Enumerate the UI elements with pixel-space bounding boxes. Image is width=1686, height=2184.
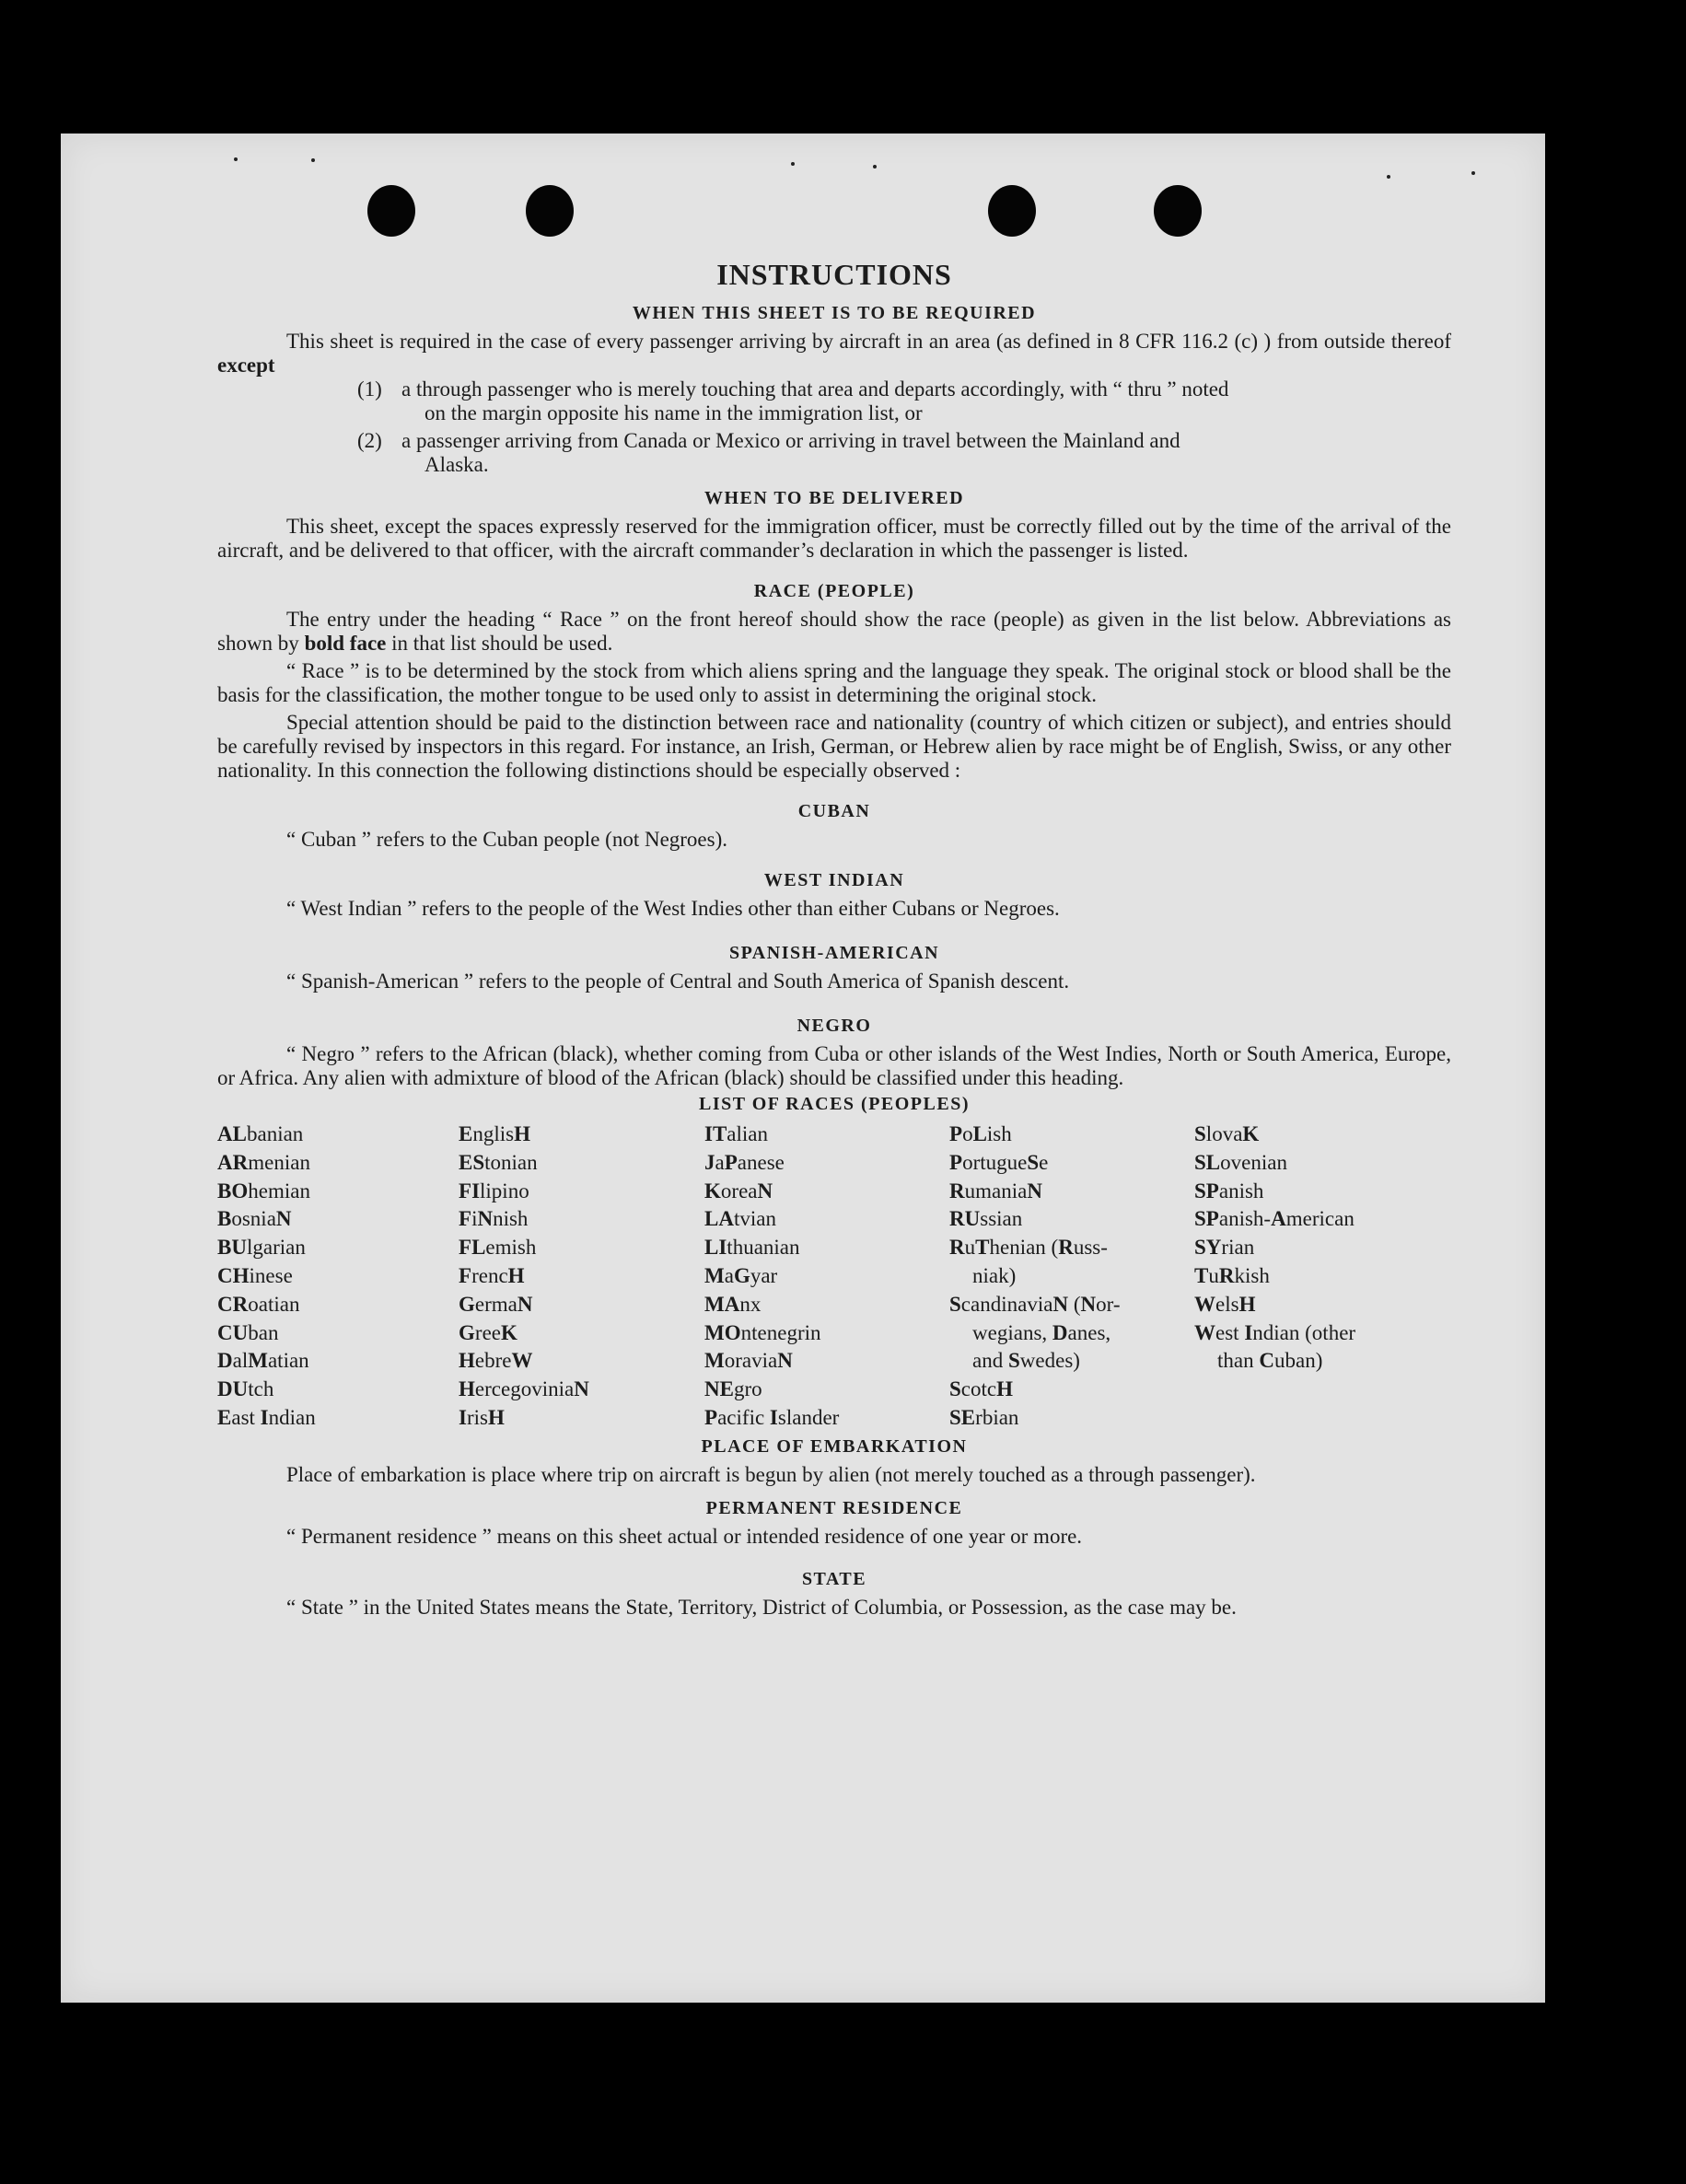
race-item: EStonian — [459, 1150, 538, 1174]
race-item: East Indian — [217, 1405, 316, 1429]
race-item: KoreaN — [704, 1179, 773, 1202]
race-item: FrencH — [459, 1263, 525, 1287]
heading-when-delivered: WHEN TO BE DELIVERED — [703, 488, 965, 508]
required-intro: This sheet is required in the case of every passenger arriving by aircraft in an area (as defined in 8 CFR 116.2 (c) ) from outside thereof except — [217, 330, 1451, 377]
speck — [791, 162, 795, 166]
heading-cuban: CUBAN — [797, 801, 871, 821]
race-item: TuRkish — [1194, 1263, 1270, 1287]
race-item: DalMatian — [217, 1349, 309, 1373]
heading-negro: NEGRO — [796, 1016, 872, 1036]
race-item: LAtvian — [704, 1207, 776, 1231]
cuban-text: “ Cuban ” refers to the Cuban people (not Negroes). — [286, 828, 728, 851]
races-list — [217, 1121, 1451, 1433]
race-item: GreeK — [459, 1320, 517, 1344]
race-paragraph-2: “ Race ” is to be determined by the stock from which aliens spring and the language they speak. The original stock or blood shall be the basis for the classification, the mother tongue to be used only to assist in determining the original stock. — [217, 659, 1451, 706]
race-item: SYrian — [1194, 1236, 1255, 1260]
race-item: niak) — [972, 1263, 1017, 1287]
race-item: SErbian — [949, 1405, 1019, 1429]
punch-hole — [367, 185, 415, 237]
race-item: FiNnish — [459, 1207, 529, 1231]
race-item: SLovenian — [1194, 1150, 1287, 1174]
list-item: (2) a passenger arriving from Canada or Mexico or arriving in travel between the Mainland and Alaska. — [357, 429, 1180, 476]
race-item: BUlgarian — [217, 1236, 306, 1260]
heading-when-required: WHEN THIS SHEET IS TO BE REQUIRED — [632, 303, 1037, 323]
heading-place-of-embarkation: PLACE OF EMBARKATION — [701, 1435, 968, 1457]
heading-state: STATE — [801, 1568, 867, 1589]
race-item: CUban — [217, 1320, 279, 1344]
race-item: LIthuanian — [704, 1236, 800, 1260]
race-item: ScandinaviaN (Nor- — [949, 1292, 1121, 1316]
races-column — [704, 1121, 949, 1433]
speck — [311, 158, 315, 162]
race-paragraph-3: Special attention should be paid to the distinction between race and nationality (country of which citizen or subject), and entries should be carefully revised by inspectors in this regard. For instance, an Irish, German, or Hebrew alien by race might be of English, Swiss, or any other nationality. In this connection the following distinctions should be especially observed : — [217, 711, 1451, 782]
race-item: MOntenegrin — [704, 1320, 821, 1344]
race-item: ALbanian — [217, 1122, 304, 1145]
race-item: SlovaK — [1194, 1122, 1260, 1145]
residence-text: “ Permanent residence ” means on this sheet actual or intended residence of one year or more. — [286, 1524, 1083, 1548]
heading-list-of-races: LIST OF RACES (PEOPLES) — [698, 1094, 970, 1114]
race-item: NEgro — [704, 1377, 762, 1401]
race-item: FIlipino — [459, 1179, 529, 1202]
speck — [1387, 175, 1390, 179]
race-item: CRoatian — [217, 1292, 300, 1316]
race-item: RuThenian (Russ- — [949, 1236, 1108, 1260]
race-item: WelsH — [1194, 1292, 1256, 1316]
race-item: PortugueSe — [949, 1150, 1049, 1174]
heading-permanent-residence: PERMANENT RESIDENCE — [705, 1497, 963, 1518]
race-item: FLemish — [459, 1236, 537, 1260]
race-paragraph-1: The entry under the heading “ Race ” on the front hereof should show the race (people) as given in the list below. Abbreviations as shown by bold face in that list should be used. — [217, 608, 1451, 655]
races-column — [217, 1121, 459, 1433]
punch-hole — [988, 185, 1036, 237]
race-item: RUssian — [949, 1207, 1023, 1231]
race-item: RumaniaN — [949, 1179, 1042, 1202]
negro-text: “ Negro ” refers to the African (black), whether coming from Cuba or other islands of the West Indies, North or South America, Europe, or Africa. Any alien with admixture of blood of the African (black) should be classified under this heading. — [217, 1042, 1451, 1089]
race-item: JaPanese — [704, 1150, 785, 1174]
race-item: DUtch — [217, 1377, 274, 1401]
race-item: BOhemian — [217, 1179, 310, 1202]
race-item: ITalian — [704, 1122, 769, 1145]
race-item: HebreW — [459, 1349, 533, 1373]
race-item: and Swedes) — [972, 1349, 1080, 1373]
heading-spanish-american: SPANISH-AMERICAN — [728, 943, 940, 963]
heading-race: RACE (PEOPLE) — [753, 581, 915, 601]
race-item: Pacific Islander — [704, 1405, 840, 1429]
speck — [234, 157, 238, 161]
west-indian-text: “ West Indian ” refers to the people of the West Indies other than either Cubans or Negroes. — [286, 897, 1060, 920]
race-item: SPanish-American — [1194, 1207, 1355, 1231]
race-item: HercegoviniaN — [459, 1377, 589, 1401]
race-item: wegians, Danes, — [972, 1320, 1111, 1344]
race-item: MoraviaN — [704, 1349, 793, 1373]
race-item: PoLish — [949, 1122, 1012, 1145]
state-text: “ State ” in the United States means the State, Territory, District of Columbia, or Possession, as the case may be. — [286, 1595, 1237, 1619]
instructions-content — [217, 258, 1451, 1620]
race-item: EnglisH — [459, 1122, 530, 1145]
races-column — [459, 1121, 704, 1433]
delivered-text: This sheet, except the spaces expressly reserved for the immigration officer, must be correctly filled out by the time of the arrival of the aircraft, and be delivered to that officer, with the aircraft commander’s declaration in which the passenger is listed. — [217, 515, 1451, 562]
speck — [873, 165, 877, 168]
race-item: SPanish — [1194, 1179, 1264, 1202]
races-column — [949, 1121, 1194, 1433]
race-item: IrisH — [459, 1405, 505, 1429]
punch-hole — [1154, 185, 1202, 237]
race-item: ScotcH — [949, 1377, 1014, 1401]
list-item: (1) a through passenger who is merely touching that area and departs accordingly, with “ thru ” noted on the margin opposite his name in the immigration list, or — [357, 378, 1229, 424]
race-item: GermaN — [459, 1292, 533, 1316]
race-item: BosniaN — [217, 1207, 292, 1231]
document-sheet — [61, 134, 1545, 2003]
race-item: MaGyar — [704, 1263, 778, 1287]
spanish-american-text: “ Spanish-American ” refers to the people of Central and South America of Spanish descent. — [286, 970, 1070, 993]
embarkation-text: Place of embarkation is place where trip on aircraft is begun by alien (not merely touched as a through passenger). — [286, 1462, 1256, 1486]
page-title: INSTRUCTIONS — [716, 258, 952, 291]
heading-west-indian: WEST INDIAN — [763, 870, 905, 890]
punch-hole — [526, 185, 574, 237]
race-item: West Indian (other — [1194, 1320, 1356, 1344]
speck — [1471, 171, 1475, 175]
race-item: than Cuban) — [1217, 1349, 1323, 1373]
race-item: ARmenian — [217, 1150, 310, 1174]
race-item: CHinese — [217, 1263, 293, 1287]
races-column — [1194, 1121, 1451, 1433]
race-item: MAnx — [704, 1292, 762, 1316]
